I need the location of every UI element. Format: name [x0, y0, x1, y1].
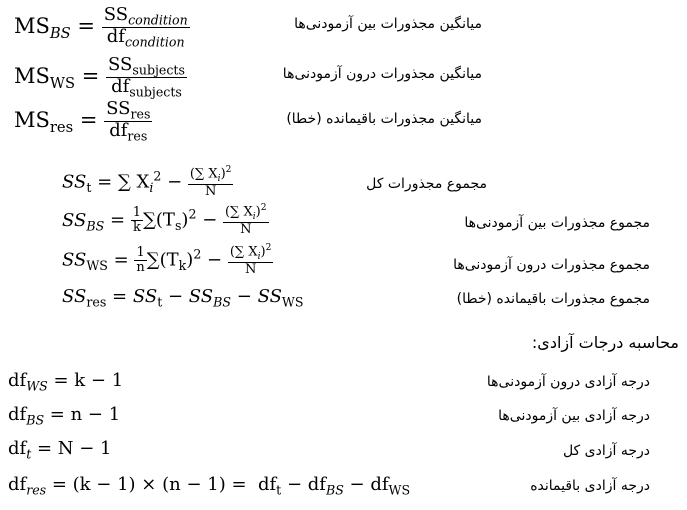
- formula-ms-res: $MS_{res}$ = $\frac{SS_{res}}{df_{res}}$: [14, 98, 151, 144]
- ss-res-label: مجموع مجذورات باقیمانده (خطا): [456, 291, 650, 307]
- formula-ss-res: $SS_{res} = SS_t - SS_{BS} - SS_{WS}$: [62, 286, 304, 310]
- df-bs-label: درجه آزادی بین آزمودنی‌ها: [498, 408, 650, 424]
- formula-df-t: $df_t = N - 1$: [8, 438, 112, 462]
- formula-ss-bs: $SS_{BS}$ = $\frac{1}{k}$ $\sum(T_s)^2$ − $\frac{(\sum X_i)^2}{N}$: [62, 203, 267, 238]
- ss-ws-label: مجموع مجذورات درون آزمودنی‌ها: [453, 257, 650, 273]
- formula-ss-ws: $SS_{WS}$ = $\frac{1}{n}$ $\sum(T_k)^2$ − $\frac{(\sum X_i)^2}{N}$: [62, 243, 272, 278]
- ms-ws-label: میانگین مجذورات درون آزمودنی‌ها: [282, 66, 482, 82]
- ms-bs-label: میانگین مجذورات بین آزمودنی‌ها: [294, 16, 482, 32]
- ss-t-label: مجموع مجذورات کل: [366, 176, 487, 192]
- df-res-label: درجه آزادی باقیمانده: [530, 478, 650, 494]
- formula-df-ws: $df_{WS} = k - 1$: [8, 370, 124, 394]
- formula-df-bs: $df_{BS} = n - 1$: [8, 404, 121, 428]
- ms-res-label: میانگین مجذورات باقیمانده (خطا): [286, 111, 482, 127]
- df-t-label: درجه آزادی کل: [562, 443, 650, 459]
- ss-bs-label: مجموع مجذورات بین آزمودنی‌ها: [464, 215, 650, 231]
- df-ws-label: درجه آزادی درون آزمودنی‌ها: [486, 374, 650, 390]
- df-heading: محاسبه درجات آزادی:: [531, 333, 679, 352]
- formula-ss-t: $SS_t$ = ∑ $X_i^2$ − $\frac{(\sum X_i)^2}{N}$: [62, 165, 232, 200]
- formula-ms-ws: $MS_{WS}$ = $\frac{SS_{subjects}}{df_{subjects}}$: [14, 54, 185, 100]
- formula-ms-bs: $MS_{BS}$ = $\frac{SS_{condition}}{df_{condition}}$: [14, 4, 188, 50]
- formula-df-res: $df_{res} = (k - 1) \times (n - 1) = df_t - df_{BS} - df_{WS}$: [8, 474, 411, 498]
